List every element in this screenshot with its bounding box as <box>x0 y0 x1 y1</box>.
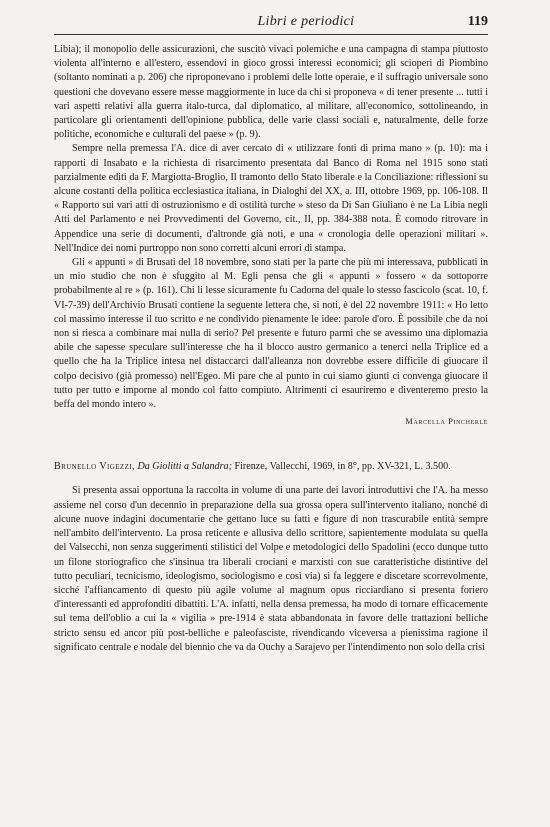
review-title: Da Giolitti a Salandra; <box>137 461 232 473</box>
review-publication-details: Firenze, Vallecchi, 1969, in 8°, pp. XV-321, L. 3.500. <box>234 461 451 473</box>
review-paragraph: Si presenta assai opportuna la raccolta in volume di una parte dei lavori introduttivi che l'A. ha messo assieme nel corso d'un decennio in preparazione della sua grossa opera sull'intervento italiano, nonché di alcune nuove indagini documentarie che gettano luce su fatti e figure di non trascurabile entità sempre nell'ambito dell'intervento. La prosa reticente e allusiva dello scrittore, sapientemente modulata su quella del Valsecchi, non senza suggerimenti stilistici del Volpe e metodologici dello Spadolini (ecco dunque tutto un filone storiografico che s'insinua tra liberali crociani e marxisti con sue caratteristiche distintive del tutto peculiari, tecnicismo, ideologismo, sociologismo e così via) si fa leggere e discetare scorrevolmente, sicché l'affiancamento di questo più agile volume al magnum opus ricciardiano si presenta foriero d'interessanti ed approfonditi dibattiti. L'A. infatti, nella densa premessa, ha modo di tornare efficacemente sul tema dell'oblio a cui la « vigilia » pre-1914 è stata abbandonata in favore delle trattazioni belliche stricto sensu ed ancor più post-belliche e paleofasciste, rivendicando viceversa a pienissima ragione il significato centrale e nodale del biennio che va da Ouchy a Sarajevo per l'intendimento non solo della crisi <box>54 485 488 653</box>
paragraph-3: Gli « appunti » di Brusati del 18 novembre, sono stati per la parte che più mi interessava, pubblicati in un mio studio che non è sfuggito al M. Egli pensa che gli « appunti » fossero « da sottoporre probabilmente al re » (p. 161). Chi li lesse sicuramente fu Cadorna del quale lo stesso fascicolo (scat. 10, f. VI-7-39) dell'Archivio Brusati contiene la seguente lettera che, si noti, è del 22 novembre 1911: « Ho letto col massimo interesse il tuo scritto e ne condivido pienamente le idee: parole d'oro. È possibile che da noi non si riesca a combinare mai nulla di serio? Pel presente e futuro parmi che se avessimo una diplomazia abile che sapesse speculare sull'interesse che ha il blocco austro germanico a tenerci nella Triplice ed a quello che ha la Triplice intesa nel distaccarci dall'alleanza non dovrebbe essere difficile di giuocare il colpo decisivo (già promesso) nell'Egeo. Mi pare che al punto in cui siamo giunti ci convenga giuocare il tutto per tutto e imporne al mondo col fatto compiuto. Altrimenti ci esauriremo e diventeremo presto la beffa del mondo intero ». <box>54 257 488 411</box>
author-signature: Marcella Pincherle <box>405 416 488 427</box>
page-header <box>54 14 488 35</box>
page-number: 119 <box>467 14 488 29</box>
paragraph-1: Libia); il monopolio delle assicurazioni, che suscitò vivaci polemiche e una campagna di stampa piuttosto violenta all'interno e all'estero, essendovi in gioco grossi interessi economici; gli scioperi di Piombino (soltanto nominati a p. 206) che riproponevano i problemi delle lotte operaie, e il suffragio universale sono questioni che dovevano essere messe maggiormente in luce da chi si proponeva « di tener presente ... tutti i vari aspetti relativi alla guerra italo-turca, dal diplomatico, al militare, all'economico, sottolineando, in particolare gli orientamenti dell'opinione pubblica, delle varie classi sociali e, naturalmente, delle forze politiche, economiche e culturali del paese » (p. 9). <box>54 44 488 141</box>
running-title: Libri e periodici <box>257 14 355 29</box>
review-heading <box>54 460 488 474</box>
section-gap <box>54 426 488 460</box>
paragraph-2: Sempre nella premessa l'A. dice di aver cercato di « utilizzare fonti di prima mano » (p. 10): ma i rapporti di Insabato e la richiesta di risarcimento presentata dal Banco di Roma nel 1915 sono stati parzialmente editi da F. Margiotta-Broglio, Il tramonto dello Stato liberale e la Conciliazione: riflessioni su alcune costanti della politica ecclesiastica italiana, in Dialoghi del XX, a. III, ottobre 1969, pp. 106-108. Il « Rapporto sui vari atti di ostruzionismo e di ostilità turche » steso da Di San Giuliano è ne La Libia negli Atti del Parlamento e nei Provvedimenti del Governo, cit., II, pp. 384-388 nota. È comodo ritrovare in Appendice una serie di documenti, d'altronde già noti, e una « cronologia delle operazioni militari ». Nell'Indice dei nomi purtroppo non sono corretti alcuni errori di stampa. <box>54 143 488 254</box>
review-author: Brunello Vigezzi, <box>54 461 135 473</box>
